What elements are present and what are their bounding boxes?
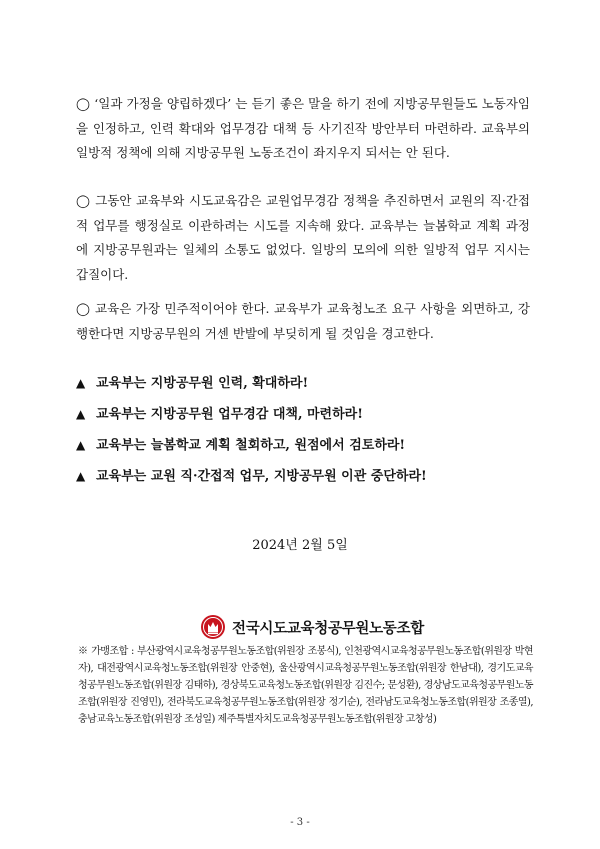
slogan-item — [76, 368, 536, 399]
slogan-item — [76, 430, 536, 461]
union-signature — [200, 612, 424, 642]
document-date: 2024년 2월 5일 — [252, 538, 348, 553]
slogan-text: 교육부는 교원 직·간접적 업무, 지방공무원 이관 중단하라! — [96, 469, 427, 484]
slogan-list — [76, 368, 536, 492]
slogan-text: 교육부는 지방공무원 업무경감 대책, 마련하라! — [96, 407, 363, 422]
union-name: 전국시도교육청공무원노동조합 — [232, 620, 424, 637]
triangle-icon: ▲ — [76, 469, 86, 483]
member-unions-note: ※ 가맹조합 : 부산광역시교육청공무원노동조합(위원장 조봉식), 인천광역시교육청공무원노동조합(위원장 박현자), 대전광역시교육청노동조합(위원장 안중현), 울산광역시교육청공무원노동조합(위원장 한남대), 경기도교육청공무원노동조합(위원장 김태하), 경상북도교육청노동조합(위원장 김진수; 문성환), 경상남도교육청공무원노동조합(위원장 진영민), 전라북도교육청공무원노동조합(위원장 정기순), 전라남도교육청노동조합(위원장 조종열), 충남교육노동조합(위원장 조성일) 제주특별자치도교육청공무원노동조합(위원장 고창성) — [78, 646, 533, 725]
slogan-item — [76, 461, 536, 492]
paragraph-teacher-workload: ◯ 그동안 교육부와 시도교육감은 교원업무경감 정책을 추진하면서 교원의 직·간접적 업무를 행정실로 이관하려는 시도를 지속해 왔다. 교육부는 늘봄학교 계획 과정에 지방공무원과는 일체의 소통도 없었다. 일방의 모의에 의한 일방적 업무 지시는 갑질이다. — [76, 193, 530, 282]
triangle-icon: ▲ — [76, 376, 86, 390]
slogan-text: 교육부는 늘봄학교 계획 철회하고, 원점에서 검토하라! — [96, 438, 406, 453]
triangle-icon: ▲ — [76, 407, 86, 421]
paragraph-democratic-education: ◯ 교육은 가장 민주적이어야 한다. 교육부가 교육청노조 요구 사항을 외면하고, 강행한다면 지방공무원의 거센 반발에 부딪히게 될 것임을 경고한다. — [76, 301, 530, 341]
slogan-text: 교육부는 지방공무원 인력, 확대하라! — [96, 376, 309, 391]
paragraph-work-life-balance: ◯ ‘일과 가정을 양립하겠다’ 는 듣기 좋은 말을 하기 전에 지방공무원들도 노동자임을 인정하고, 인력 확대와 업무경감 대책 등 사기진작 방안부터 마련하라. 교육부의 일방적 정책에 의해 지방공무원 노동조건이 좌지우지 되서는 안 된다. — [76, 96, 530, 160]
page-number: - 3 - — [290, 817, 310, 828]
slogan-item — [76, 399, 536, 430]
triangle-icon: ▲ — [76, 438, 86, 452]
union-logo-icon — [200, 614, 226, 640]
